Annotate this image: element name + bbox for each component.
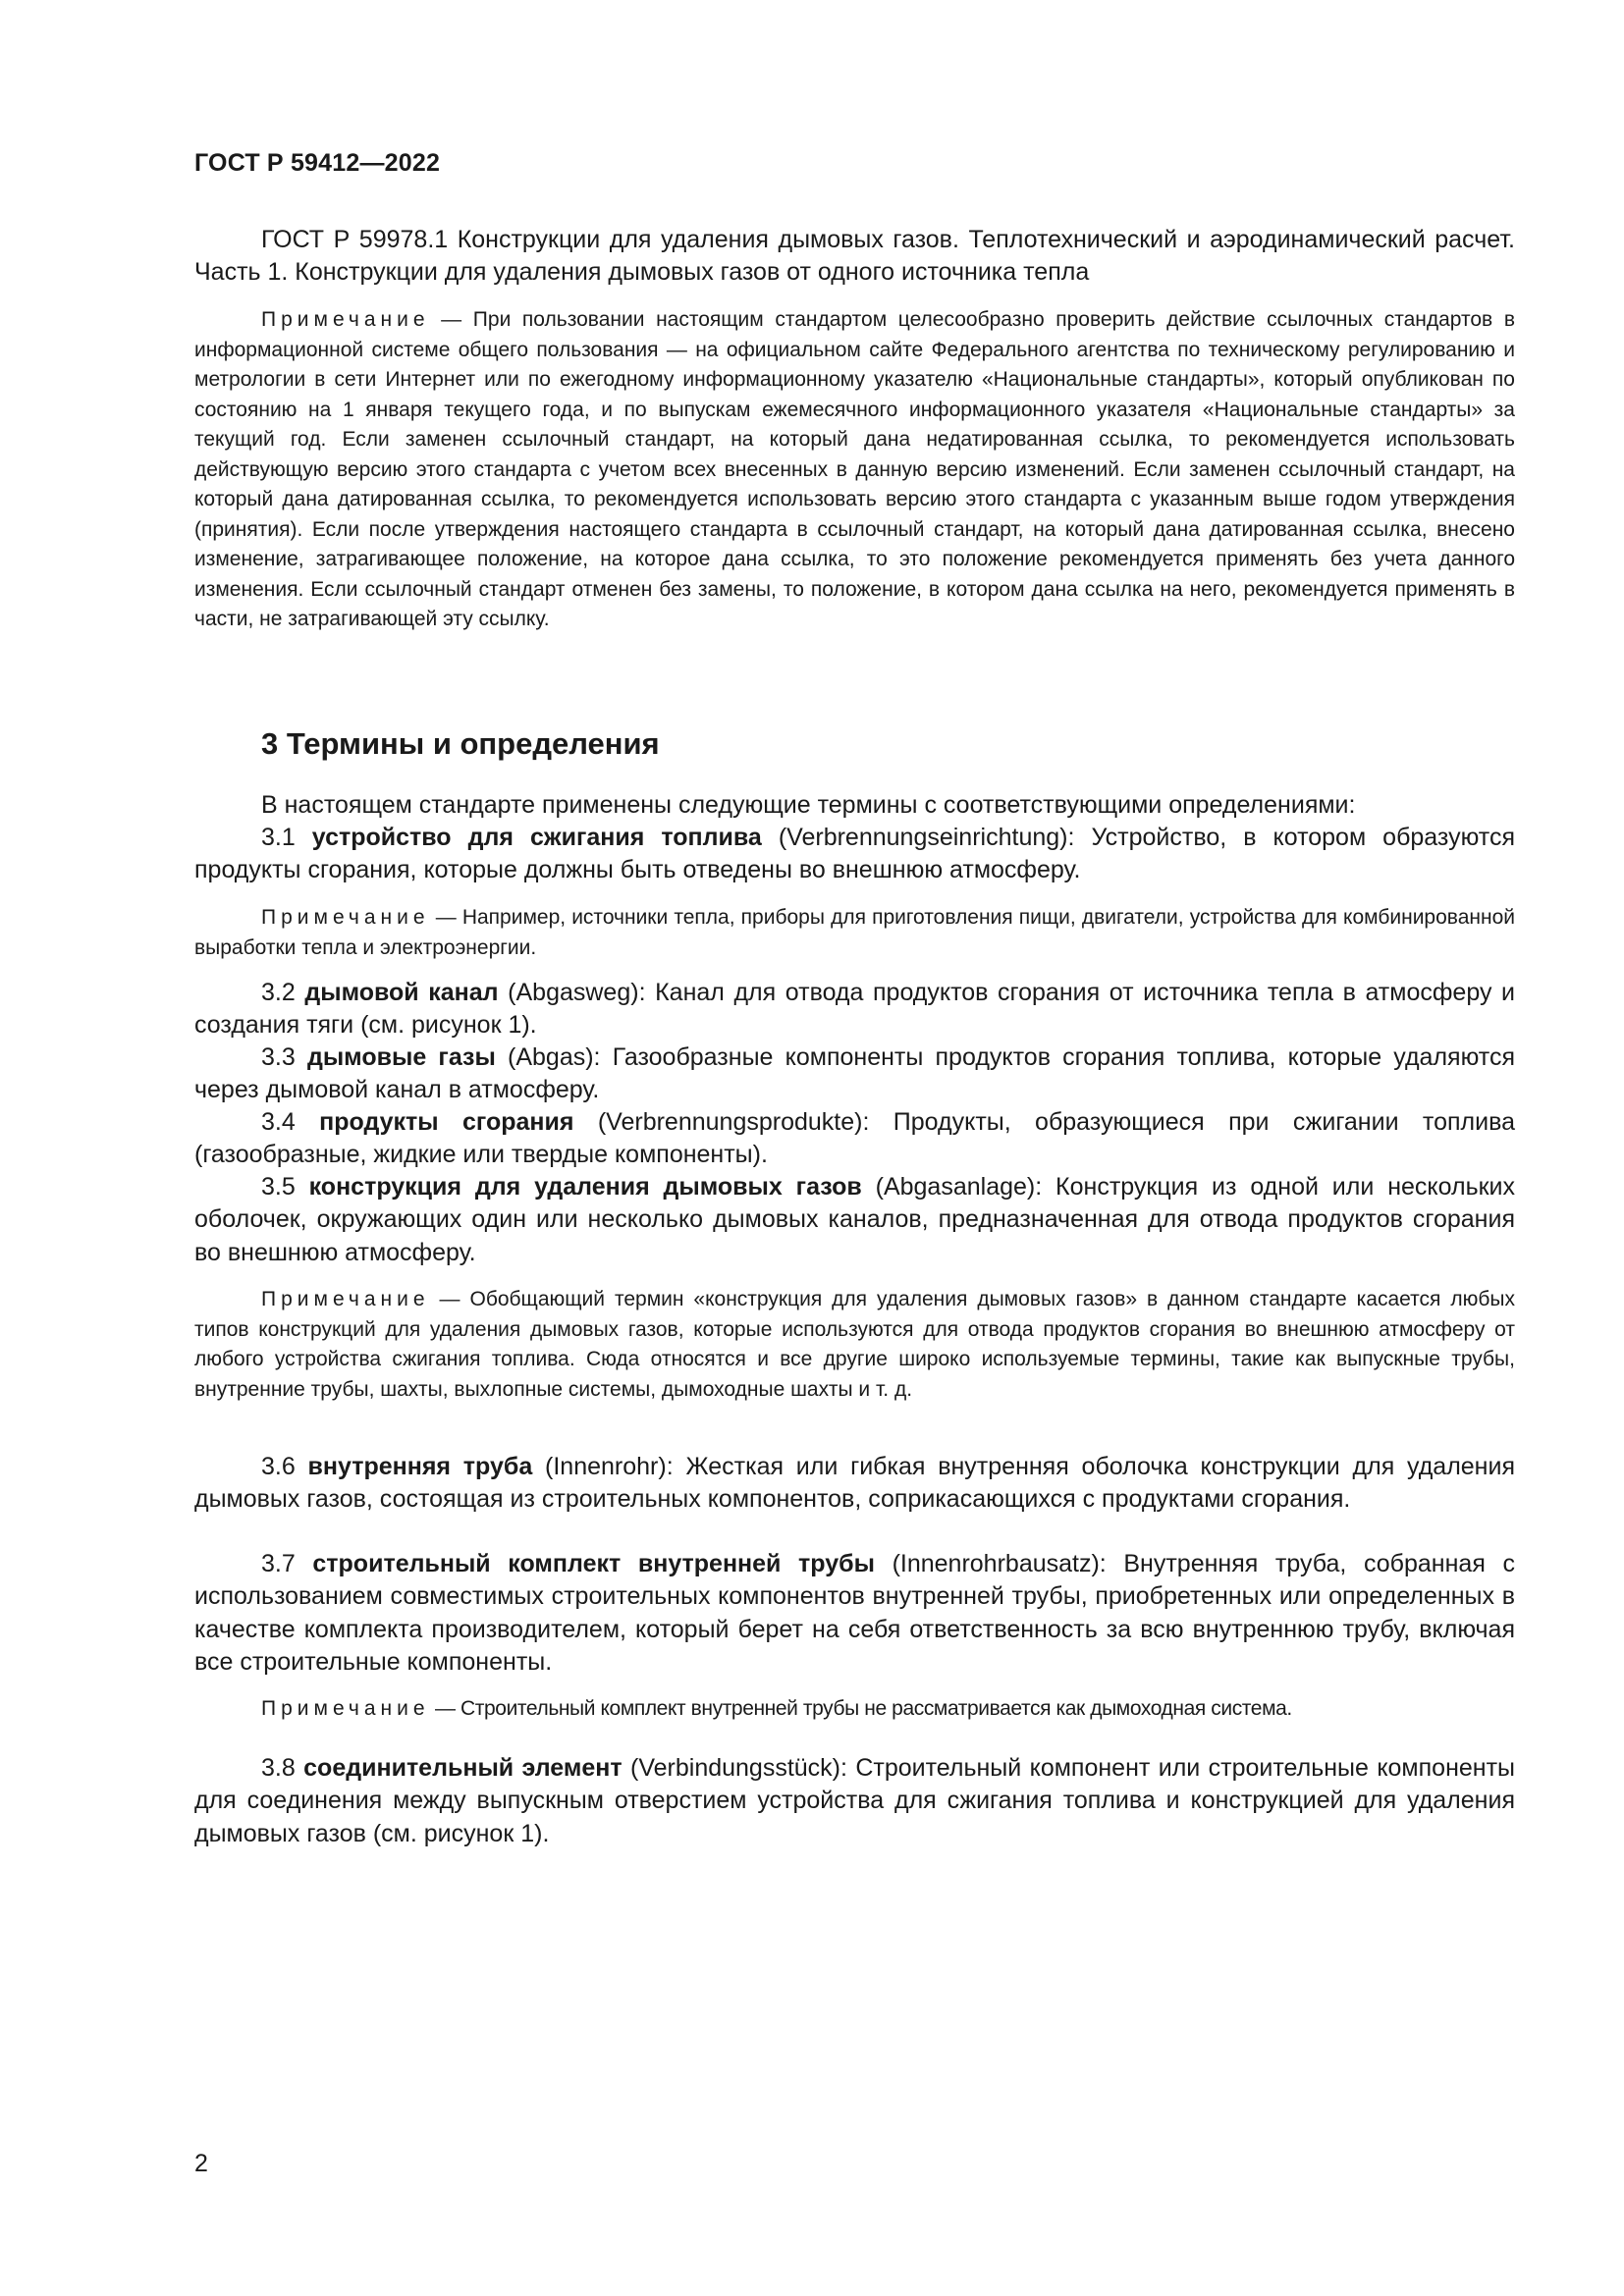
- term-name: внутренняя труба: [307, 1453, 533, 1480]
- term-name: строительный комплект внутренней трубы: [312, 1550, 875, 1577]
- term-name: дымовые газы: [306, 1043, 496, 1071]
- term-3-3: 3.3 дымовые газы (Abgas): Газообразные компоненты продуктов сгорания топлива, которые удаляются через дымовой канал в атмосферу.: [194, 1043, 1515, 1104]
- page-number: 2: [194, 2150, 208, 2177]
- term-3-5: 3.5 конструкция для удаления дымовых газов (Abgasanlage): Конструкция из одной или нескольких оболочек, окружающих один или несколько дымовых каналов, предназначенная для отвода продуктов сгорания во внешнюю атмосферу.: [194, 1173, 1515, 1266]
- term-3-6: 3.6 внутренняя труба (Innenrohr): Жесткая или гибкая внутренняя оболочка конструкции для удаления дымовых газов, состоящая из строительных компонентов, соприкасающихся с продуктами сгорания.: [194, 1453, 1515, 1514]
- note-label: Примечание: [261, 308, 430, 331]
- term-3-8: 3.8 соединительный элемент (Verbindungsstück): Строительный компонент или строительные компоненты для соединения между выпускным отверстием устройства для сжигания топлива и конструкцией для удаления дымовых газов (см. рисунок 1).: [194, 1754, 1515, 1847]
- note-3-7: Примечание — Строительный комплект внутренней трубы не рассматривается как дымоходная система.: [261, 1697, 1292, 1720]
- term-name: соединительный элемент: [303, 1754, 623, 1782]
- term-3-2: 3.2 дымовой канал (Abgasweg): Канал для отвода продуктов сгорания от источника тепла в атмосферу и создания тяги (см. рисунок 1).: [194, 979, 1515, 1040]
- reference-gost-59978: ГОСТ Р 59978.1 Конструкции для удаления дымовых газов. Теплотехнический и аэродинамический расчет. Часть 1. Конструкции для удаления дымовых газов от одного источника тепла: [194, 226, 1515, 287]
- document-header: ГОСТ Р 59412—2022: [194, 149, 441, 177]
- term-3-4: 3.4 продукты сгорания (Verbrennungsprodukte): Продукты, образующиеся при сжигании топлива (газообразные, жидкие или твердые компоненты).: [194, 1108, 1515, 1169]
- term-name: конструкция для удаления дымовых газов: [308, 1173, 862, 1201]
- note-3-1: Примечание — Например, источники тепла, приборы для приготовления пищи, двигатели, устройства для комбинированной выработки тепла и электроэнергии.: [194, 906, 1515, 959]
- section-heading: 3 Термины и определения: [261, 726, 660, 761]
- note-label: Примечание: [261, 906, 430, 929]
- term-3-1: 3.1 устройство для сжигания топлива (Verbrennungseinrichtung): Устройство, в котором образуются продукты сгорания, которые должны быть отведены во внешнюю атмосферу.: [194, 824, 1515, 884]
- note-label: Примечание: [261, 1697, 430, 1720]
- note-3-5: Примечание — Обобщающий термин «конструкция для удаления дымовых газов» в данном стандарте касается любых типов конструкций для удаления дымовых газов, которые используются для отвода продуктов сгорания во внешнюю атмосферу от любого устройства сжигания топлива. Сюда относятся и все другие широко используемые термины, такие как выпускные трубы, внутренние трубы, шахты, выхлопные системы, дымоходные шахты и т. д.: [194, 1288, 1515, 1401]
- term-name: продукты сгорания: [319, 1108, 574, 1136]
- section-intro: В настоящем стандарте применены следующие термины с соответствующими определениями:: [261, 791, 1356, 819]
- term-name: устройство для сжигания топлива: [311, 824, 762, 851]
- note-label: Примечание: [261, 1288, 430, 1310]
- term-3-7: 3.7 строительный комплект внутренней трубы (Innenrohrbausatz): Внутренняя труба, собранная с использованием совместимых строительных компонентов внутренней трубы, приобретенных или определенных в качестве комплекта производителем, который берет на себя ответственность за всю внутреннюю трубу, включая все строительные компоненты.: [194, 1550, 1515, 1676]
- term-name: дымовой канал: [304, 979, 499, 1006]
- note-references: Примечание — При пользовании настоящим стандартом целесообразно проверить действие ссылочных стандартов в информационной системе общего пользования — на официальном сайте Федерального агентства по техническому регулированию и метрологии в сети Интернет или по ежегодному информационному указателю «Национальные стандарты», который опубликован по состоянию на 1 января текущего года, и по выпускам ежемесячного информационного указателя «Национальные стандарты» за текущий год. Если заменен ссылочный стандарт, на который дана недатированная ссылка, то рекомендуется использовать действующую версию этого стандарта с учетом всех внесенных в данную версию изменений. Если заменен ссылочный стандарт, на который дана датированная ссылка, то рекомендуется использовать версию этого стандарта с указанным выше годом утверждения (принятия). Если после утверждения настоящего стандарта в ссылочный стандарт, на который дана датированная ссылка, внесено изменение, затрагивающее положение, на которое дана ссылка, то это положение рекомендуется применять без учета данного изменения. Если ссылочный стандарт отменен без замены, то положение, в котором дана ссылка на него, рекомендуется применять в части, не затрагивающей эту ссылку.: [194, 308, 1515, 630]
